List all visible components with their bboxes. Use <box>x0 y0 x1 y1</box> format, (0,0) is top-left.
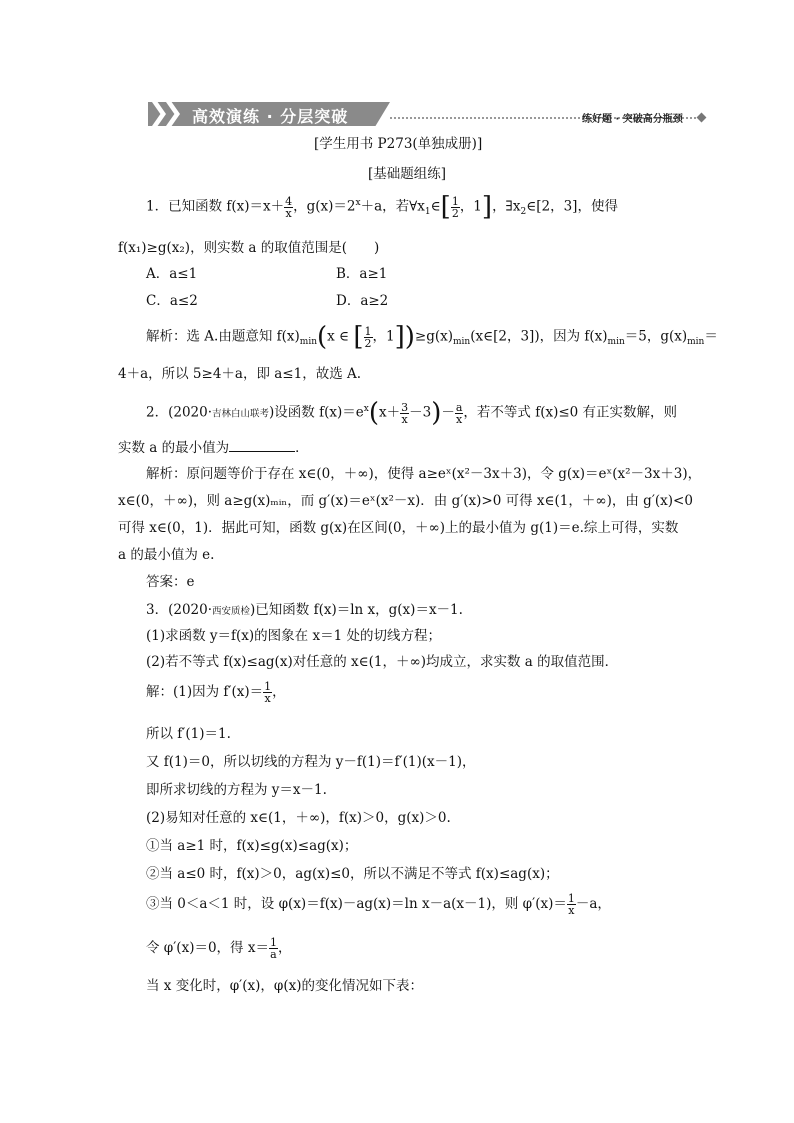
q1-option-d: D．a≥2 <box>336 293 389 309</box>
section-title: [基础题组练] <box>368 166 447 182</box>
q3-case3: ③当 0＜a＜1 时，设 φ(x)＝f(x)－ag(x)＝ln x－a(x－1)，则 φ′(x)＝ $\frac{1}{x}$ －a， <box>146 892 611 917</box>
q3-line: 又 f(1)＝0，所以切线的方程为 y－f(1)＝f′(1)(x－1)， <box>146 754 476 770</box>
q2-line1: 2．(2020·吉林白山联考)设函数 $f(x)=e^x(x+$ $\frac{3}{x}$ －3)－ $\frac{a}{x}$ ，若不等式 f(x)≤0 有正实数解，则 <box>146 398 678 428</box>
q1-option-b: B．a≥1 <box>336 266 388 282</box>
q2-line2: 实数 a 的最小值为 ． <box>118 440 309 456</box>
fraction: $\frac{1}{x}$ <box>264 680 272 705</box>
fraction: $\frac{1}{x}$ <box>567 892 575 917</box>
fraction: $\frac{3}{x}$ <box>401 400 409 426</box>
q2-analysis-line1: 解析：原问题等价于存在 x∈(0，＋∞)，使得 a≥eˣ(x²－3x＋3)，令 g(x)＝eˣ(x²－3x＋3)， <box>146 466 702 482</box>
answer-blank <box>229 451 295 452</box>
q1-option-c: C．a≤2 <box>146 293 198 309</box>
q1-option-a: A．a≤1 <box>146 266 198 282</box>
banner-title: 高效演练 · 分层突破 <box>192 107 349 126</box>
section-banner <box>148 102 390 126</box>
q2-analysis-line4: a 的最小值为 e. <box>118 547 215 563</box>
q1-analysis-line2: 4＋a，所以 5≥4＋a，即 a≤1，故选 A. <box>118 366 362 382</box>
q3-line: ①当 a≥1 时，f(x)≤g(x)≤ag(x)； <box>146 838 358 854</box>
fraction: $\frac{1}{2}$ <box>451 194 459 220</box>
q3-part2: (2)若不等式 f(x)≤ag(x)对任意的 x∈(1，＋∞)均成立，求实数 a 的取值范围． <box>146 654 619 670</box>
q2-analysis-line3: 可得 x∈(0，1)．据此可知，函数 g(x)在区间(0，＋∞)上的最小值为 g(1)＝e.综上可得，实数 <box>118 520 679 536</box>
fraction: $\frac{4}{x}$ <box>285 194 293 220</box>
q1-line1: 1．已知函数 f(x)＝x＋ $\frac{4}{x}$ ，$g(x)=2^x+a$，若$\forall x_1\in$[ $\frac{1}{2}$ ，1]，$\exists x_2\in[2$，3]，使得 <box>146 192 618 222</box>
q1-line2: f(x₁)≥g(x₂)，则实数 a 的取值范围是( ) <box>118 240 380 256</box>
q2-analysis-line2: x∈(0，＋∞)，则 a≥g(x)ₘᵢₙ，而 g′(x)＝eˣ(x²－x)．由 g′(x)>0 可得 x∈(1，＋∞)，由 g′(x)<0 <box>118 493 693 509</box>
q3-line: (2)易知对任意的 x∈(1，＋∞)，f(x)＞0，g(x)＞0. <box>146 810 451 826</box>
q2-answer: 答案：e <box>146 574 195 590</box>
q1-analysis-line1: 解析：选 A.由题意知 $f(x)_{min}(x$ ∈ [ $\frac{1}{2}$ ，$1])\ge g(x)_{min}(x\in[2$，3])，因为 $f(x)_{min}=5$，$g(x)_{min}=$ <box>146 322 718 352</box>
q3-part1: (1)求函数 y＝f(x)的图象在 x＝1 处的切线方程； <box>146 628 441 644</box>
q3-last-line: 当 x 变化时，φ′(x)，φ(x)的变化情况如下表： <box>146 978 423 994</box>
q3-line: 所以 f′(1)＝1. <box>146 726 231 742</box>
q3-let: 令 φ′(x)＝0，得 x＝ $\frac{1}{a}$ ， <box>146 936 292 961</box>
fraction: $\frac{a}{x}$ <box>455 400 463 426</box>
q3-line: 即所求切线的方程为 y＝x－1. <box>146 782 327 798</box>
reference-line: [学生用书 P273(单独成册)] <box>314 136 483 152</box>
fraction: $\frac{1}{a}$ <box>269 936 277 961</box>
header-slogan: 练好题 · 突破高分瓶颈 <box>582 114 683 125</box>
diamond-icon <box>697 113 707 123</box>
fraction: $\frac{1}{2}$ <box>364 324 372 350</box>
q3-line: ②当 a≤0 时，f(x)＞0，ag(x)≤0，所以不满足不等式 f(x)≤ag(x)； <box>146 866 559 882</box>
q3-line1: 3．(2020·西安质检)已知函数 f(x)＝ln x，g(x)＝x－1. <box>146 602 463 618</box>
q3-solution-1: 解：(1)因为 f′(x)＝ $\frac{1}{x}$ ， <box>146 680 286 705</box>
